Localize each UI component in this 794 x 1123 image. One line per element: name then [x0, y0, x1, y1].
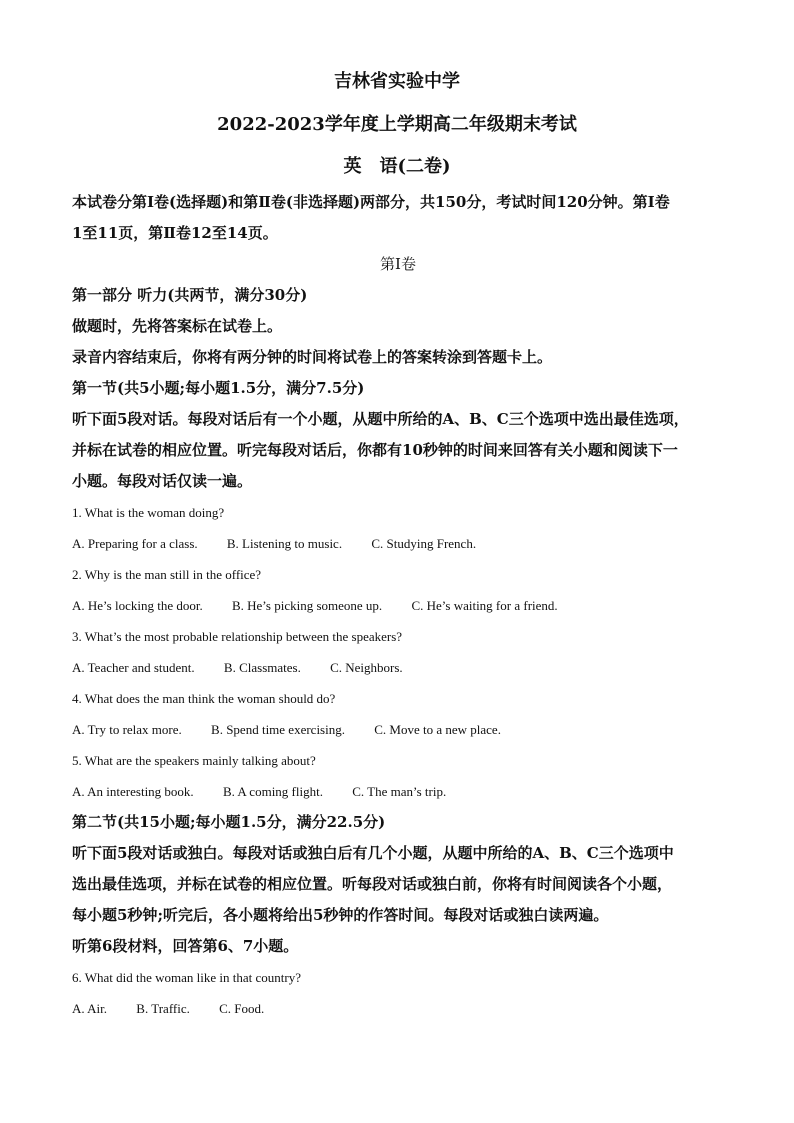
option-c: C. Studying French.: [371, 536, 477, 551]
part1-note: 录音内容结束后，你将有两分钟的时间将试卷上的答案转涂到答题卡上。: [72, 348, 553, 366]
section1-instruction: 小题。每段对话仅读一遍。: [72, 472, 253, 490]
section2-instruction: 听下面5段对话或独白。每段对话或独白后有几个小题，从题中所给的A、B、C三个选项中: [72, 844, 674, 862]
option-a: A. Air.: [72, 1001, 108, 1016]
part1-heading: 第一部分 听力(共两节，满分30分): [72, 286, 308, 304]
option-b: B. Classmates.: [223, 660, 301, 675]
option-a: A. Try to relax more.: [72, 722, 182, 737]
option-a: A. He’s locking the door.: [72, 598, 203, 613]
section2-instruction: 选出最佳选项，并标在试卷的相应位置。听每段对话或独白前，你将有时间阅读各个小题，: [72, 875, 673, 893]
section1-instruction: 听下面5段对话。每段对话后有一个小题，从题中所给的A、B、C三个选项中选出最佳选项，: [72, 410, 689, 428]
question-4: 4. What does the man think the woman should do?: [72, 691, 336, 706]
question-6-options: [72, 993, 724, 1024]
material-heading: 听第6段材料，回答第6、7小题。: [72, 937, 299, 955]
option-b: B. Traffic.: [136, 1001, 190, 1016]
question-2-options: [72, 590, 724, 621]
part1-note: 做题时，先将答案标在试卷上。: [72, 317, 283, 335]
exam-title: 2022-2023学年度上学期高二年级期末考试: [217, 114, 577, 135]
option-b: B. Spend time exercising.: [211, 722, 345, 737]
option-a: A. Preparing for a class.: [72, 536, 198, 551]
option-b: B. A coming flight.: [222, 784, 323, 799]
question-3: 3. What’s the most probable relationship between the speakers?: [72, 629, 403, 644]
section1-instruction: 并标在试卷的相应位置。听完每段对话后，你都有10秒钟的时间来回答有关小题和阅读下一: [72, 441, 678, 459]
option-c: C. He’s waiting for a friend.: [411, 598, 558, 613]
question-1-options: [72, 528, 724, 559]
question-5: 5. What are the speakers mainly talking about?: [72, 753, 316, 768]
exam-body: [72, 187, 724, 1024]
option-a: A. Teacher and student.: [72, 660, 195, 675]
option-a: A. An interesting book.: [72, 784, 194, 799]
question-2: 2. Why is the man still in the office?: [72, 567, 262, 582]
question-3-options: [72, 652, 724, 683]
option-c: C. Move to a new place.: [374, 722, 501, 737]
question-6: 6. What did the woman like in that country?: [72, 970, 302, 985]
option-b: B. He’s picking someone up.: [231, 598, 383, 613]
intro-line: 1至11页，第Ⅱ卷12至14页。: [72, 224, 278, 242]
intro-line: 本试卷分第Ⅰ卷(选择题)和第Ⅱ卷(非选择题)两部分，共150分，考试时间120分钟。第Ⅰ卷: [72, 193, 670, 211]
volume-label: 第Ⅰ卷: [380, 255, 416, 273]
section1-heading: 第一节(共5小题;每小题1.5分，满分7.5分): [72, 379, 365, 397]
question-1: 1. What is the woman doing?: [72, 505, 225, 520]
school-name: 吉林省实验中学: [334, 71, 460, 92]
option-c: C. Food.: [219, 1001, 265, 1016]
option-b: B. Listening to music.: [226, 536, 343, 551]
subject-title: 英 语(二卷): [343, 156, 451, 177]
section2-instruction: 每小题5秒钟;听完后，各小题将给出5秒钟的作答时间。每段对话或独白读两遍。: [72, 906, 609, 924]
question-4-options: [72, 714, 724, 745]
section2-heading: 第二节(共15小题;每小题1.5分，满分22.5分): [72, 813, 386, 831]
option-c: C. The man’s trip.: [352, 784, 447, 799]
question-5-options: [72, 776, 724, 807]
option-c: C. Neighbors.: [330, 660, 403, 675]
